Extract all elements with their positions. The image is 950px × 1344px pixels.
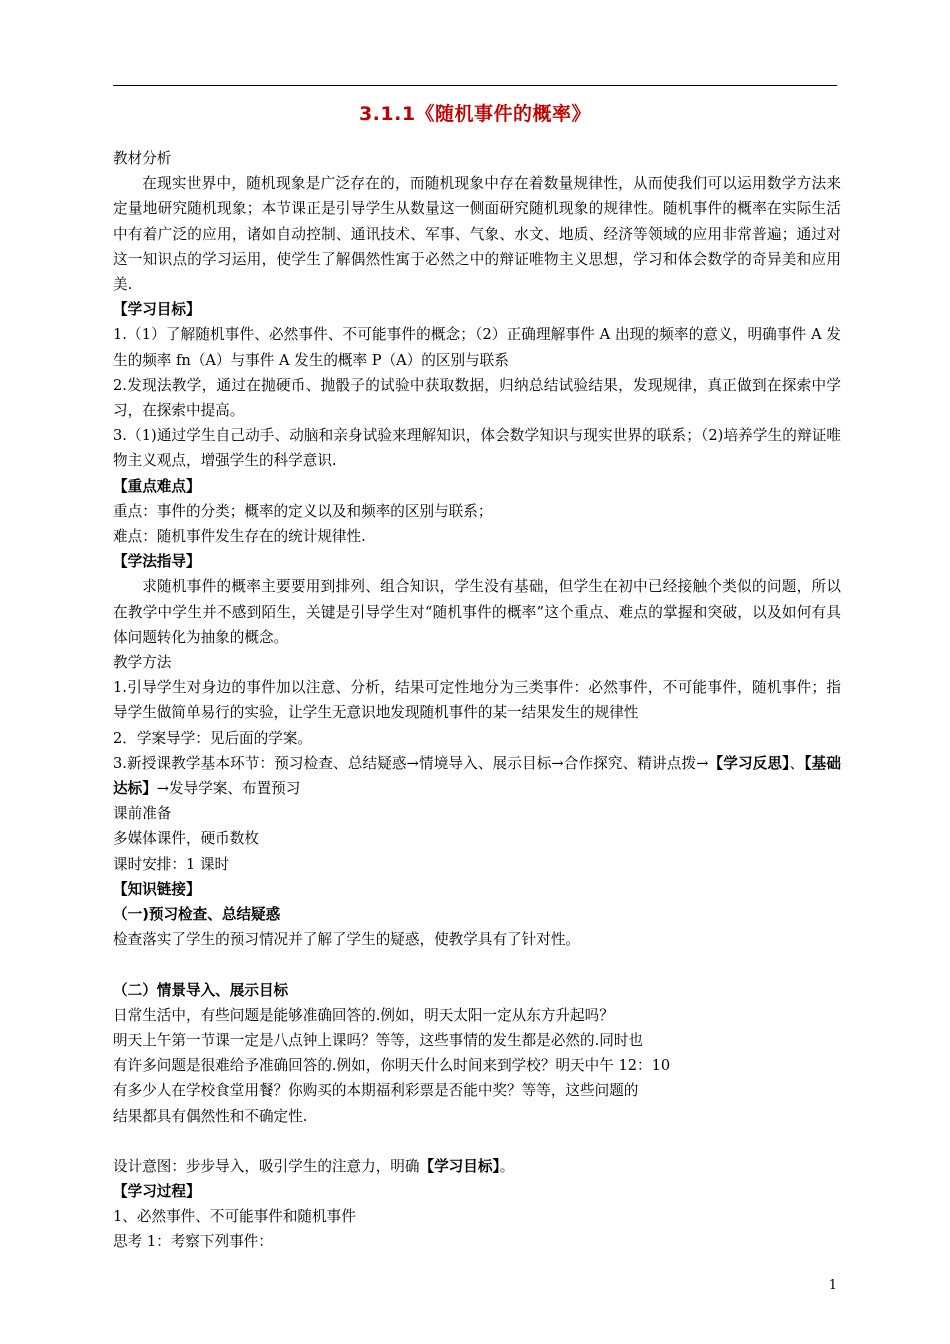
section-heading-guocheng: 【学习过程】 — [113, 1182, 201, 1200]
mubiao-item-3: 3.（1)通过学生自己动手、动脑和亲身试验来理解知识，体会数学知识与现实世界的联系；（2)培养学生的辩证唯物主义观点，增强学生的科学意识. — [113, 427, 841, 470]
anpai-text: 课时安排：1 课时 — [113, 855, 230, 873]
qingjing-line-4: 有多少人在学校食堂用餐？你购买的本期福利彩票是否能中奖？等等，这些问题的 — [113, 1082, 639, 1100]
zhongdian-text: 重点：事件的分类；概率的定义以及和频率的区别与联系； — [113, 502, 493, 520]
section-heading-xuefa: 【学法指导】 — [113, 553, 201, 571]
sheji-end: 。 — [499, 1157, 515, 1175]
sikao-text: 思考 1：考察下列事件： — [113, 1233, 273, 1251]
fangfa-3-tail: →发导学案、布置预习 — [156, 780, 301, 798]
section-heading-fangfa: 教学方法 — [113, 654, 172, 672]
spacer — [113, 953, 841, 978]
subheading-yuxi: （一)预习检查、总结疑惑 — [113, 906, 281, 924]
document-body — [113, 146, 841, 1255]
section-heading-zhunbei: 课前准备 — [113, 805, 172, 823]
sheji-bold: 【学习目标】 — [419, 1157, 500, 1175]
paragraph-jiaocai: 在现实世界中，随机现象是广泛存在的，而随机现象中存在着数量规律性，从而使我们可以运用数学方法来定量地研究随机现象；本节课正是引导学生从数量这一侧面研究随机现象的规律性。随机事件的概率在实际生活中有着广泛的应用，诸如自动控制、通讯技术、军事、气象、水文、地质、经济等领域的应用非常普遍；通过对这一知识点的学习运用，使学生了解偶然性寓于必然之中的辩证唯物主义思想，学习和体会数学的奇异美和应用美. — [113, 175, 841, 294]
fangfa-3-bold-fansi: 【学习反思】 — [708, 754, 790, 772]
spacer — [113, 1129, 841, 1154]
guocheng-item-1: 1、必然事件、不可能事件和随机事件 — [113, 1208, 356, 1226]
sheji-line — [113, 1154, 841, 1179]
qingjing-line-2: 明天上午第一节课一定是八点钟上课吗？等等，这些事情的发生都是必然的.同时也 — [113, 1031, 644, 1049]
section-heading-zhongdian: 【重点难点】 — [113, 477, 201, 495]
qingjing-line-5: 结果都具有偶然性和不确定性. — [113, 1107, 308, 1125]
fangfa-item-1: 1.引导学生对身边的事件加以注意、分析，结果可定性地分为三类事件：必然事件，不可能事件，随机事件；指导学生做简单易行的实验，让学生无意识地发现随机事件的某一结果发生的规律性 — [113, 679, 841, 722]
header-rule — [113, 85, 837, 86]
paragraph-xuefa: 求随机事件的概率主要要用到排列、组合知识，学生没有基础，但学生在初中已经接触个类似的问题，所以在教学中学生并不感到陌生，关键是引导学生对“随机事件的概率”这个重点、难点的掌握和突破，以及如何有具体问题转化为抽象的概念。 — [113, 578, 841, 646]
page-number: 1 — [828, 1278, 837, 1293]
section-heading-jiaocai: 教材分析 — [113, 150, 172, 167]
mubiao-item-1: 1.（1）了解随机事件、必然事件、不可能事件的概念；（2）正确理解事件 A 出现的频率的意义，明确事件 A 发生的频率 fn（A）与事件 A 发生的概率 P（A）的区别与联系 — [113, 326, 841, 369]
mubiao-item-2: 2.发现法教学，通过在抛硬币、抛骰子的试验中获取数据，归纳总结试验结果，发现规律，真正做到在探索中学习，在探索中提高。 — [113, 376, 841, 420]
fangfa-3-text: 3.新授课教学基本环节：预习检查、总结疑惑→情境导入、展示目标→合作探究、精讲点拨→ — [113, 754, 709, 772]
sheji-text: 设计意图：步步导入，吸引学生的注意力，明确 — [113, 1157, 420, 1175]
zhunbei-text: 多媒体课件，硬币数枚 — [113, 830, 259, 848]
fangfa-item-3 — [113, 751, 841, 801]
yuxi-text: 检查落实了学生的预习情况并了解了学生的疑惑，使教学具有了针对性。 — [113, 931, 581, 949]
qingjing-line-1: 日常生活中，有些问题是能够准确回答的.例如，明天太阳一定从东方升起吗？ — [113, 1006, 614, 1024]
page-title: 3.1.1《随机事件的概率》 — [358, 103, 592, 125]
qingjing-line-3: 有许多问题是很难给予准确回答的.例如，你明天什么时间来到学校？明天中午 12：10 — [113, 1057, 671, 1075]
fangfa-3-sep: 、 — [789, 754, 805, 772]
section-heading-mubiao: 【学习目标】 — [113, 301, 201, 319]
fangfa-item-2: 2．学案导学：见后面的学案。 — [113, 729, 313, 747]
fangfa-3-bold-dabiao: 【基础达标】 — [113, 754, 841, 798]
nandian-text: 难点：随机事件发生存在的统计规律性. — [113, 528, 366, 546]
subheading-qingjing: （二）情景导入、展示目标 — [113, 981, 289, 999]
section-heading-lianjie: 【知识链接】 — [113, 880, 201, 898]
